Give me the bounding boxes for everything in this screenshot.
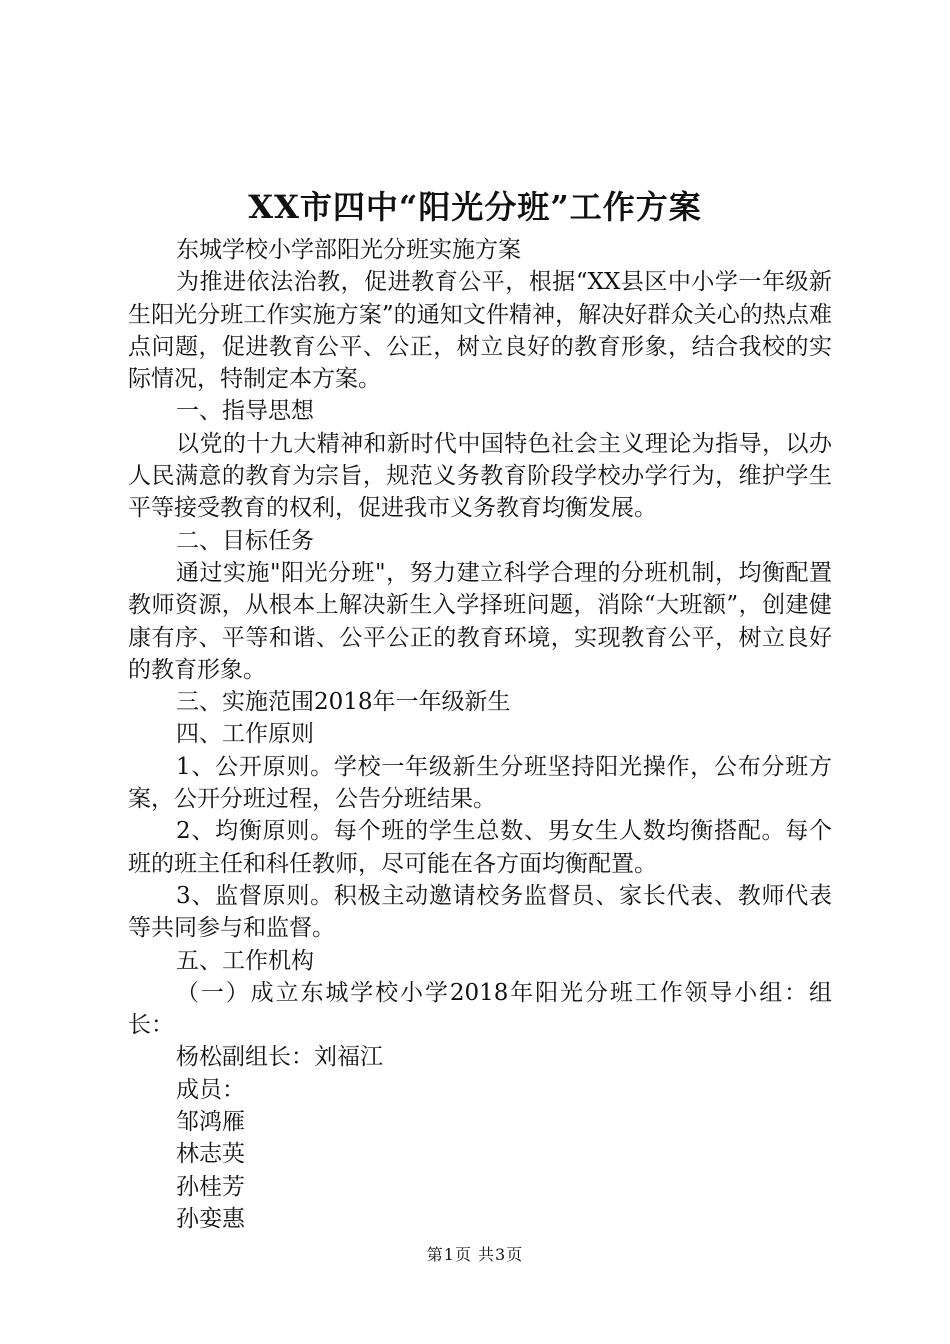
heading-goals: 二、目标任务 — [176, 527, 314, 554]
heading-scope: 三、实施范围2018年一年级新生 — [176, 689, 511, 716]
paragraph-principle-supervision: 3、监督原则。积极主动邀请校务监督员、家长代表、教师代表等共同参与和监督。 — [128, 882, 832, 942]
member-name: 邹鸿雁 — [176, 1109, 245, 1136]
paragraph-principle-balance: 2、均衡原则。每个班的学生总数、男女生人数均衡搭配。每个班的班主任和科任教师，尽可能在各方面均衡配置。 — [128, 818, 832, 877]
paragraph-principle-open: 1、公开原则。学校一年级新生分班坚持阳光操作，公布分班方案，公开分班过程，公告分班结果。 — [128, 753, 832, 813]
heading-principles: 四、工作原则 — [176, 721, 314, 748]
heading-organization: 五、工作机构 — [176, 947, 314, 974]
paragraph-intro: 为推进依法治教，促进教育公平，根据“XX县区中小学一年级新生阳光分班工作实施方案”的通知文件精神，解决好群众关心的热点难点问题，促进教育公平、公正，树立良好的教育形象，结合我校的实际情况，特制定本方案。 — [128, 269, 832, 393]
paragraph-goals: 通过实施"阳光分班"，努力建立科学合理的分班机制，均衡配置教师资源，从根本上解决新生入学择班问题，消除“大班额”，创建健康有序、平等和谐、公平公正的教育环境，实现教育公平，树立良好的教育形象。 — [128, 559, 832, 683]
heading-guiding-ideology: 一、指导思想 — [176, 398, 314, 425]
member-name: 孙桂芳 — [176, 1173, 245, 1200]
document-title: XX市四中“阳光分班”工作方案 — [248, 188, 702, 226]
member-name: 林志英 — [176, 1141, 245, 1168]
paragraph-leading-group: （一）成立东城学校小学2018年阳光分班工作领导小组：组长： — [128, 979, 832, 1039]
member-name: 孙娈惠 — [176, 1205, 245, 1232]
document-body — [128, 234, 832, 1235]
paragraph-group-leaders: 杨松副组长：刘福江 — [176, 1044, 383, 1071]
paragraph-guiding-ideology: 以党的十九大精神和新时代中国特色社会主义理论为指导，以办人民满意的教育为宗旨，规范义务教育阶段学校办学行为，维护学生平等接受教育的权利，促进我市义务教育均衡发展。 — [128, 430, 832, 522]
paragraph-members-label: 成员： — [176, 1076, 245, 1103]
page-footer: 第1页 共3页 — [426, 1245, 524, 1264]
paragraph-subtitle: 东城学校小学部阳光分班实施方案 — [176, 237, 521, 263]
